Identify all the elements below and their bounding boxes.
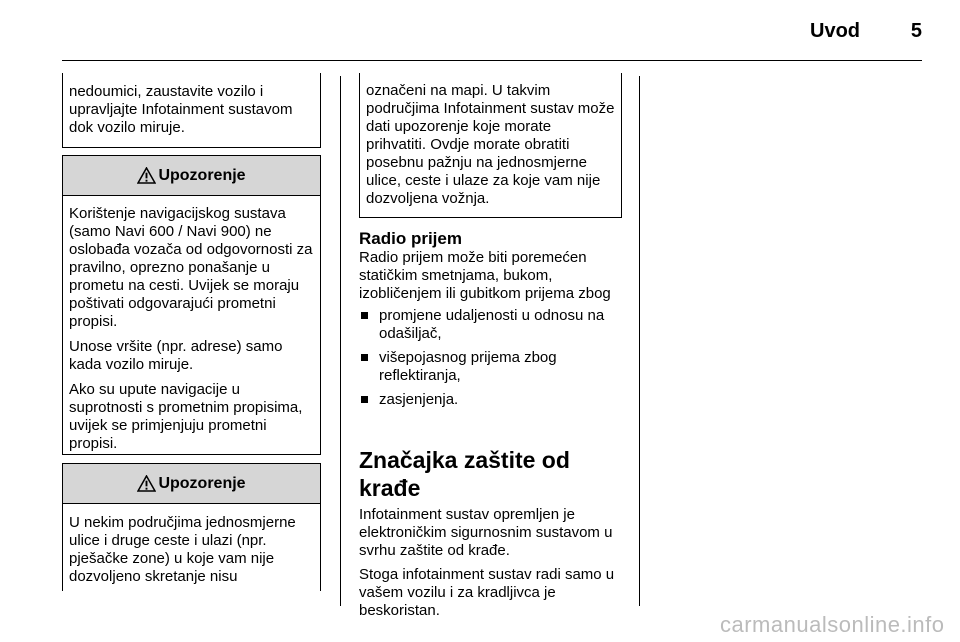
- section-paragraph: Infotainment sustav opremljen je elektroničkim sigurnosnim sustavom u svrhu zaštite od krađe.: [359, 506, 613, 559]
- continuation-text: označeni na mapi. U takvim područjima Infotainment sustav može dati upozorenje koje morate prihvatiti. Ovdje morate obratiti posebnu pažnju na jednosmjerne ulice, ceste i ulaze za koje vam nije dozvoljena vožnja.: [366, 82, 615, 207]
- bullet-square-icon: [361, 354, 368, 361]
- column-divider: [639, 76, 640, 606]
- warning-body: [63, 504, 320, 586]
- list-item-text: zasjenjenja.: [379, 391, 459, 408]
- list-item-text: višepojasnog prijema zbog reflektiranja,: [379, 349, 557, 384]
- warning-paragraph: Unose vršite (npr. adrese) samo kada vozilo miruje.: [69, 338, 283, 373]
- warning-paragraph: Ako su upute navigacije u suprotnosti s prometnim propisima, uvijek se primjenjuju prometni propisi.: [69, 381, 303, 452]
- page-number: 5: [910, 20, 922, 42]
- warning-paragraph: Korištenje navigacijskog sustava (samo Navi 600 / Navi 900) ne oslobađa vozača od odgovornosti za pravilno, oprezno ponašanje u prometu na cesti. Uvijek se moraju poštivati odgovarajući prometni propisi.: [69, 205, 313, 330]
- list-item: [359, 349, 622, 385]
- list-item-text: promjene udaljenosti u odnosu na odašiljač,: [379, 307, 605, 342]
- section-paragraph: Stoga infotainment sustav radi samo u vašem vozilu i za kradljivca je beskoristan.: [359, 566, 615, 619]
- warning-body: [63, 196, 320, 453]
- section-heading: Značajka zaštite od krađe: [359, 447, 570, 501]
- warning-title: Upozorenje: [158, 474, 246, 492]
- continuation-text: nedoumici, zaustavite vozilo i upravljajte Infotainment sustavom dok vozilo miruje.: [69, 83, 293, 136]
- list-item: [359, 307, 622, 343]
- bullet-square-icon: [361, 396, 368, 403]
- page-header: [0, 0, 960, 60]
- warning-icon: [137, 167, 156, 184]
- warning-header: [63, 464, 320, 504]
- section-heading: Radio prijem: [359, 229, 462, 248]
- warning-box-navigation: [62, 155, 321, 455]
- warning-title: Upozorenje: [158, 166, 246, 184]
- bullet-list: [359, 307, 622, 409]
- radio-section: [359, 229, 622, 415]
- column-divider: [340, 76, 341, 606]
- bullet-square-icon: [361, 312, 368, 319]
- anti-theft-section: [359, 446, 622, 620]
- warning-continuation-box: [359, 73, 622, 218]
- list-item: [359, 391, 622, 409]
- column-left: [62, 61, 321, 591]
- warning-header: [63, 156, 320, 196]
- warning-paragraph: U nekim područjima jednosmjerne ulice i druge ceste i ulazi (npr. pješačke zone) u koje vam nije dozvoljeno skretanje nisu: [69, 514, 296, 585]
- column-right: [359, 61, 622, 619]
- section-title: Uvod: [810, 20, 860, 42]
- warning-continuation-box: [62, 73, 321, 148]
- watermark: carmanualsonline.info: [720, 612, 945, 637]
- warning-box-one-way: [62, 463, 321, 591]
- section-paragraph: Radio prijem može biti poremećen statičkim smetnjama, bukom, izobličenjem ili gubitkom prijema zbog: [359, 249, 611, 302]
- warning-icon: [137, 475, 156, 492]
